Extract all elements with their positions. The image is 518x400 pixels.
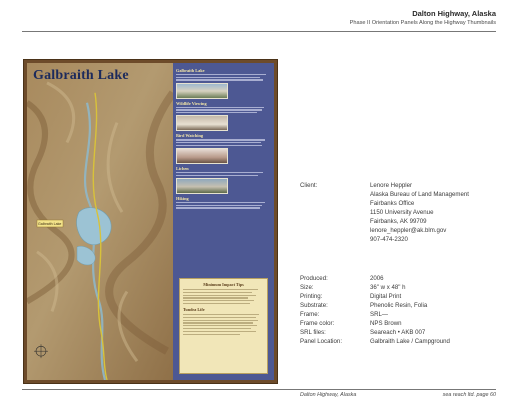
client-label: Client: — [300, 182, 318, 189]
spec-value: 2006 — [370, 275, 384, 282]
panel-heading: Galbraith Lake — [33, 68, 129, 83]
section-heading: Lichen — [176, 166, 189, 172]
panel-inner — [27, 63, 274, 380]
client-line: Fairbanks Office — [370, 200, 415, 207]
spec-label: SRL files: — [300, 329, 326, 336]
spec-value: SRL— — [370, 311, 388, 318]
spec-value: NPS Brown — [370, 320, 402, 327]
photo-lake — [176, 83, 228, 99]
spec-label: Size: — [300, 284, 314, 291]
spec-value: Galbraith Lake / Campground — [370, 338, 450, 345]
client-block — [300, 182, 500, 262]
panel-text-column — [173, 63, 274, 380]
client-line: Fairbanks, AK 99709 — [370, 218, 427, 225]
section-heading: Bird Watching — [176, 133, 204, 139]
footer-left: Dalton Highway, Alaska — [300, 392, 357, 398]
panel-thumbnail — [23, 59, 278, 384]
client-email: lenore_heppler@ak.blm.gov — [370, 227, 447, 234]
spec-value: Seareach • AKB 007 — [370, 329, 426, 336]
client-line: 1150 University Avenue — [370, 209, 434, 216]
photo-birds — [176, 148, 228, 164]
bottom-divider — [22, 389, 496, 390]
top-divider — [22, 31, 496, 32]
spec-label: Produced: — [300, 275, 328, 282]
section-heading: Wildlife Viewing — [176, 100, 207, 106]
spec-label: Frame: — [300, 311, 320, 318]
client-line: Lenore Heppler — [370, 182, 413, 189]
tips-heading: Minimum Impact Tips — [203, 282, 244, 287]
page-subtitle: Phase II Orientation Panels Along the Highway Thumbnails — [349, 20, 496, 26]
spec-label: Substrate: — [300, 302, 328, 309]
spec-value: 36" w x 48" h — [370, 284, 406, 291]
spec-value: Digital Print — [370, 293, 402, 300]
client-phone: 907-474-2320 — [370, 236, 408, 243]
spec-label: Frame color: — [300, 320, 335, 327]
photo-wildlife — [176, 115, 228, 131]
tips-box — [179, 278, 268, 374]
page-title: Dalton Highway, Alaska — [412, 9, 496, 18]
client-line: Alaska Bureau of Land Management — [370, 191, 469, 198]
specs-block — [300, 275, 500, 355]
section-heading: Galbraith Lake — [176, 68, 205, 73]
tips-subheading: Tundra Life — [183, 307, 205, 313]
map-label: Galbraith Lake — [38, 222, 62, 226]
spec-label: Printing: — [300, 293, 323, 300]
photo-lichen — [176, 178, 228, 194]
spec-value: Phenolic Resin, Folia — [370, 302, 428, 309]
footer-page-number: sea reach ltd. page 60 — [442, 392, 496, 398]
spec-label: Panel Location: — [300, 338, 343, 345]
section-heading: Hiking — [176, 196, 189, 201]
